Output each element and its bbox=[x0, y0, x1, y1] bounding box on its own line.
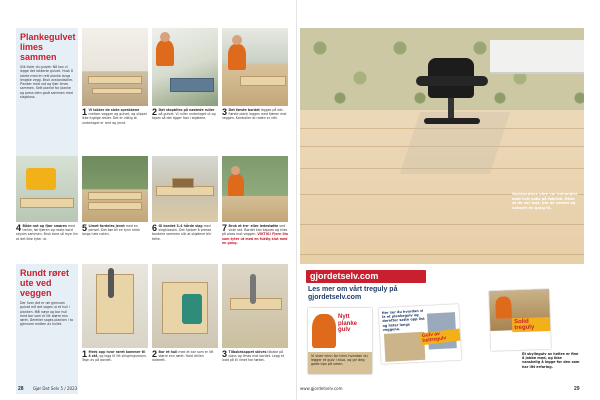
magazine-title-1: Nytt planke gulv bbox=[338, 314, 358, 333]
step-text-7: ved siste rad. Bordet kan kappes og kiles på plass mot veggen. bbox=[222, 224, 288, 237]
step-photo-2 bbox=[152, 28, 218, 106]
pipe-step-lead-2: Bor et hull bbox=[158, 350, 178, 354]
gutter-divider bbox=[296, 0, 297, 400]
pipe-step-number-3: 3 bbox=[222, 349, 228, 359]
step-number-4: 4 bbox=[16, 223, 22, 233]
step-text-5: med en pensel. Det bør bli en tynn strek langs hele noten. bbox=[82, 224, 140, 237]
step-caption-7 bbox=[222, 224, 288, 245]
section-title-planks: Plankegulvet limes sammen bbox=[20, 32, 76, 62]
right-page-number: 29 bbox=[574, 386, 580, 392]
step-number-1: 1 bbox=[82, 107, 88, 117]
step-photo-1 bbox=[82, 28, 148, 106]
step-caption-2 bbox=[152, 108, 218, 121]
step-photo-5 bbox=[82, 156, 148, 222]
pipe-step-caption-2 bbox=[152, 350, 218, 363]
magazine-note-2: Her ser du hvordan vi la et plankegulv og deretter satte opp list og lister langs veggene. bbox=[381, 308, 425, 332]
pipe-step-number-1: 1 bbox=[82, 349, 88, 359]
right-footer-text: www.gjordetselv.com bbox=[300, 386, 343, 391]
hero-caption: Gulvbordene våre var behandlet med hvit voks på fabrikk. Etter at de var lagt, ble de vasket og voksert en gang til. bbox=[512, 192, 578, 210]
step-caption-3 bbox=[222, 108, 288, 121]
step-photo-4 bbox=[16, 156, 78, 222]
site-logo: gjordetselv.com bbox=[306, 270, 426, 283]
magazine-thumb-3 bbox=[489, 289, 551, 351]
step-text-3: legges på det. Første plank legges med fjæren mot veggen. Kontroller at raden er rett. bbox=[222, 108, 287, 121]
step-lead-7: Bruk et tre- eller ledestøtte bbox=[228, 224, 279, 228]
magazine-note-3: Et skyllegulv av heltre er fine å jobbe med, og ikke vanskelig å legge for den som har litt erfaring. bbox=[522, 352, 580, 369]
step-caption-5 bbox=[82, 224, 148, 237]
step-text-4: med trelim, før fjæren og neste bord skyves sammen. Bruk bare så mye lim at det ikke tyter ut. bbox=[16, 224, 78, 241]
step-card-5 bbox=[82, 156, 148, 237]
website-ad bbox=[300, 266, 584, 382]
section-title-pipe: Rundt røret ute ved veggen bbox=[20, 268, 69, 298]
step-lead-6: Gi bordet 3–4 hårde slag bbox=[158, 224, 203, 228]
pipe-step-text-1: , og legg til litt slingringsmonn. Tegn av på bordet. bbox=[82, 354, 148, 363]
pipe-step-card-2 bbox=[152, 264, 218, 363]
step-number-2: 2 bbox=[152, 107, 158, 117]
step-lead-2: Det stopbitra på nøstede ruller bbox=[158, 108, 215, 112]
pipe-step-photo-1 bbox=[82, 264, 148, 348]
left-footer-text: Gjør Det Selv 5 / 2023 bbox=[32, 386, 78, 391]
pipe-step-photo-2 bbox=[152, 264, 218, 348]
pipe-step-number-2: 2 bbox=[152, 349, 158, 359]
magazine-title-3: Solid treguly bbox=[512, 317, 550, 332]
step-text-6: med slagklossen. Det hjelper å presse bordene sammen slik at skjøtene blir tette. bbox=[152, 224, 212, 241]
section-intro-planks: Slik lister du gulvet: Nå kan vi legge det lakkerte gulvet. Husk å starte med en rett planke langs lengste vegg. Bruk avstandskiler. Planker med not og fjær limes sammen. Sett planke for planke og press dem godt sammen med slagkloss. bbox=[20, 65, 74, 100]
step-card-4 bbox=[16, 156, 78, 241]
step-lead-1: Vi lakker de siste sprekkene bbox=[88, 108, 140, 112]
step-caption-4 bbox=[16, 224, 78, 241]
magazine-thumb-2 bbox=[379, 304, 462, 364]
step-lead-4: Både not og fjær smøres bbox=[22, 224, 67, 228]
hero-photo-office-floor bbox=[300, 28, 584, 264]
pipe-step-lead-3: Tilbakekappet skives bbox=[228, 350, 267, 354]
step-card-3 bbox=[222, 28, 288, 121]
step-text-2: på gulvet. Vi ruller underlaget ut og tapes så det ligger fast i skjøtene. bbox=[152, 112, 216, 121]
left-page bbox=[16, 28, 292, 378]
magazine-thumb-1 bbox=[308, 308, 372, 374]
section-intro-pipe: Der hvor det er rør gjennom gulvet må det sages ut et hull i planken. Mål nøye og bor hull med bor som er litt større enn røret. Deretter sages planken i to gjennom midten av hullet. bbox=[20, 301, 74, 327]
pipe-step-text-2: med et bor som er litt større enn røret. Hold drillen loddrett. bbox=[152, 350, 214, 363]
step-card-7 bbox=[222, 156, 288, 245]
step-caption-1 bbox=[82, 108, 148, 125]
right-folio bbox=[574, 386, 580, 392]
pipe-step-lead-1: Merk opp hvor røret kommer til å stå bbox=[88, 350, 146, 359]
step-lead-3: Det første bordet bbox=[228, 108, 260, 112]
step-photo-7 bbox=[222, 156, 288, 222]
pipe-step-text-3: tilbake på plass og limes mot bordet. Legg et lodd på til limet har tørket. bbox=[222, 350, 284, 363]
step-lead-5: Limet fordeles jevnt bbox=[88, 224, 125, 228]
step-photo-6 bbox=[152, 156, 218, 222]
pipe-step-caption-1 bbox=[82, 350, 148, 363]
left-page-number: 28 bbox=[18, 386, 24, 392]
step-photo-3 bbox=[222, 28, 288, 106]
step-number-3: 3 bbox=[222, 107, 228, 117]
left-folio bbox=[18, 386, 77, 392]
pipe-step-photo-3 bbox=[222, 264, 288, 348]
magazine-note-1: Vi viser trinn for trinn hvordan du legger et gulv i stua, og gir deg gode tips på veien. bbox=[311, 354, 368, 367]
step-number-6: 6 bbox=[152, 223, 158, 233]
pipe-step-card-3 bbox=[222, 264, 288, 363]
sidebar-section-pipe bbox=[16, 264, 78, 394]
step-card-1 bbox=[82, 28, 148, 125]
magazine-badge-2: Gulv av heltregulv bbox=[420, 329, 461, 346]
pipe-step-caption-3 bbox=[222, 350, 288, 363]
ad-headline: Les mer om vårt treguly på gjordetselv.com bbox=[308, 286, 398, 301]
step-card-2 bbox=[152, 28, 218, 121]
step-card-6 bbox=[152, 156, 218, 241]
desk bbox=[490, 40, 584, 74]
step-caption-6 bbox=[152, 224, 218, 241]
step-number-7: 7 bbox=[222, 223, 228, 233]
step-warning-7: VIKTIG! Fjern lim som tyter ut med en fuktig klut med en gang. bbox=[222, 232, 288, 245]
step-text-1: mellom veggen og gulvet, og slipper ikke fugtige rester. Det er viktig at underlaget er rent og jevnt. bbox=[82, 112, 148, 125]
pipe-step-card-1 bbox=[82, 264, 148, 363]
step-number-5: 5 bbox=[82, 223, 88, 233]
